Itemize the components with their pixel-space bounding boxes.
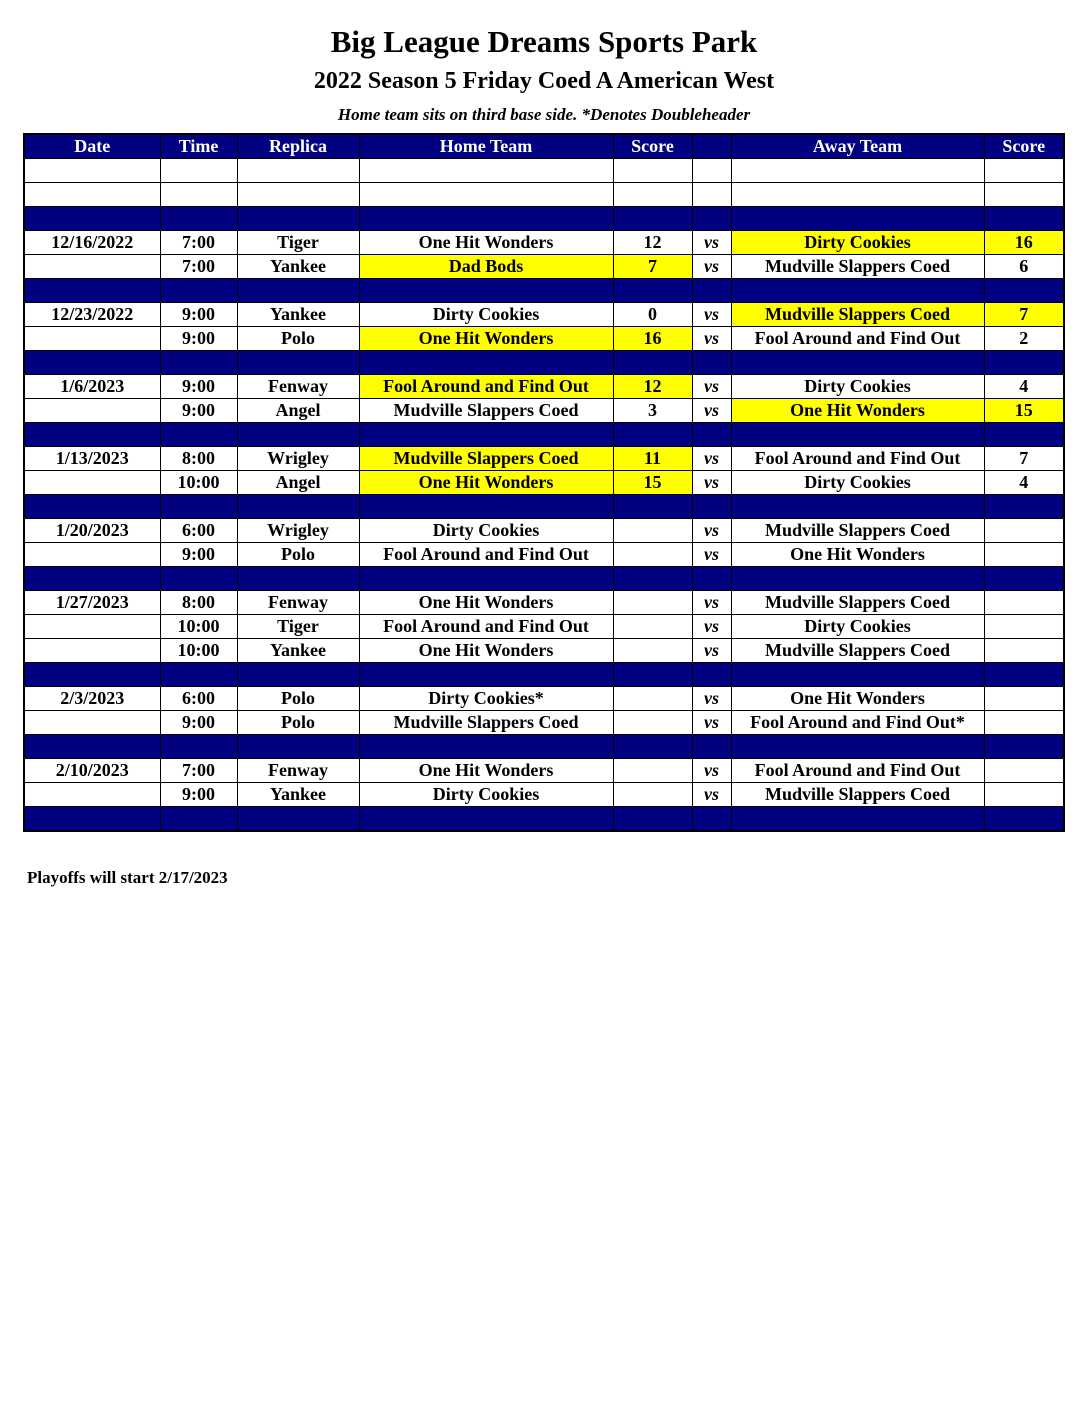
cell-replica: Tiger bbox=[237, 231, 359, 255]
cell-replica bbox=[237, 567, 359, 591]
cell-home-score bbox=[613, 543, 692, 567]
cell-time bbox=[160, 735, 237, 759]
week-separator-row bbox=[24, 663, 1064, 687]
cell-replica: Polo bbox=[237, 711, 359, 735]
game-row bbox=[24, 471, 1064, 495]
game-row bbox=[24, 519, 1064, 543]
cell-home-score bbox=[613, 591, 692, 615]
cell-home-team: Mudville Slappers Coed bbox=[359, 711, 613, 735]
game-row bbox=[24, 783, 1064, 807]
cell-date bbox=[24, 543, 160, 567]
cell-date bbox=[24, 495, 160, 519]
cell-away-score: 4 bbox=[984, 375, 1064, 399]
cell-time bbox=[160, 351, 237, 375]
cell-away-score bbox=[984, 159, 1064, 183]
cell-replica bbox=[237, 663, 359, 687]
cell-vs bbox=[692, 423, 731, 447]
cell-home-team: Fool Around and Find Out bbox=[359, 375, 613, 399]
cell-away-score bbox=[984, 183, 1064, 207]
col-header-date: Date bbox=[24, 134, 160, 159]
cell-replica: Fenway bbox=[237, 759, 359, 783]
cell-home-score bbox=[613, 567, 692, 591]
cell-time: 7:00 bbox=[160, 255, 237, 279]
cell-time bbox=[160, 207, 237, 231]
cell-time: 9:00 bbox=[160, 711, 237, 735]
cell-replica bbox=[237, 807, 359, 832]
cell-date bbox=[24, 711, 160, 735]
cell-away-score bbox=[984, 783, 1064, 807]
cell-home-team bbox=[359, 423, 613, 447]
cell-away-score bbox=[984, 711, 1064, 735]
cell-away-team bbox=[731, 663, 984, 687]
cell-replica: Yankee bbox=[237, 783, 359, 807]
cell-home-team bbox=[359, 207, 613, 231]
cell-replica bbox=[237, 423, 359, 447]
cell-home-team bbox=[359, 495, 613, 519]
cell-home-team: Dirty Cookies bbox=[359, 783, 613, 807]
cell-home-team: Mudville Slappers Coed bbox=[359, 399, 613, 423]
cell-date: 1/13/2023 bbox=[24, 447, 160, 471]
cell-away-team: Fool Around and Find Out* bbox=[731, 711, 984, 735]
cell-away-score: 7 bbox=[984, 447, 1064, 471]
cell-vs bbox=[692, 663, 731, 687]
cell-time: 9:00 bbox=[160, 327, 237, 351]
cell-home-score: 0 bbox=[613, 303, 692, 327]
cell-date bbox=[24, 567, 160, 591]
cell-date: 2/10/2023 bbox=[24, 759, 160, 783]
game-row bbox=[24, 639, 1064, 663]
cell-home-score bbox=[613, 519, 692, 543]
cell-away-team: Mudville Slappers Coed bbox=[731, 783, 984, 807]
week-separator-row bbox=[24, 495, 1064, 519]
cell-date bbox=[24, 615, 160, 639]
cell-home-score bbox=[613, 807, 692, 832]
cell-vs: vs bbox=[692, 471, 731, 495]
week-separator-row bbox=[24, 423, 1064, 447]
game-row bbox=[24, 687, 1064, 711]
cell-home-score: 3 bbox=[613, 399, 692, 423]
col-header-home-score: Score bbox=[613, 134, 692, 159]
cell-home-score bbox=[613, 207, 692, 231]
cell-home-score: 15 bbox=[613, 471, 692, 495]
cell-away-team bbox=[731, 807, 984, 832]
week-separator-row bbox=[24, 807, 1064, 832]
cell-replica: Yankee bbox=[237, 639, 359, 663]
cell-replica: Polo bbox=[237, 327, 359, 351]
cell-vs: vs bbox=[692, 327, 731, 351]
cell-time: 7:00 bbox=[160, 231, 237, 255]
cell-home-team bbox=[359, 183, 613, 207]
cell-home-score bbox=[613, 159, 692, 183]
cell-vs: vs bbox=[692, 687, 731, 711]
schedule-table bbox=[23, 133, 1065, 832]
cell-away-team: Dirty Cookies bbox=[731, 231, 984, 255]
cell-home-score bbox=[613, 279, 692, 303]
cell-away-team: Mudville Slappers Coed bbox=[731, 303, 984, 327]
cell-replica bbox=[237, 735, 359, 759]
cell-away-team bbox=[731, 351, 984, 375]
week-separator-row bbox=[24, 567, 1064, 591]
cell-away-score bbox=[984, 279, 1064, 303]
cell-away-score: 4 bbox=[984, 471, 1064, 495]
cell-home-team: One Hit Wonders bbox=[359, 759, 613, 783]
cell-date bbox=[24, 639, 160, 663]
blank-row bbox=[24, 159, 1064, 183]
cell-date bbox=[24, 663, 160, 687]
cell-away-score bbox=[984, 615, 1064, 639]
cell-away-score bbox=[984, 591, 1064, 615]
cell-replica bbox=[237, 351, 359, 375]
cell-time: 10:00 bbox=[160, 471, 237, 495]
cell-away-score: 7 bbox=[984, 303, 1064, 327]
cell-replica: Tiger bbox=[237, 615, 359, 639]
cell-home-score bbox=[613, 735, 692, 759]
schedule-body bbox=[24, 159, 1064, 832]
col-header-away-team: Away Team bbox=[731, 134, 984, 159]
cell-home-team: One Hit Wonders bbox=[359, 471, 613, 495]
col-header-home-team: Home Team bbox=[359, 134, 613, 159]
game-row bbox=[24, 255, 1064, 279]
cell-vs bbox=[692, 207, 731, 231]
cell-away-score bbox=[984, 495, 1064, 519]
game-row bbox=[24, 303, 1064, 327]
cell-home-score: 12 bbox=[613, 375, 692, 399]
cell-home-score: 16 bbox=[613, 327, 692, 351]
cell-vs bbox=[692, 807, 731, 832]
cell-vs: vs bbox=[692, 303, 731, 327]
col-header-time: Time bbox=[160, 134, 237, 159]
cell-date bbox=[24, 783, 160, 807]
cell-away-team: Mudville Slappers Coed bbox=[731, 639, 984, 663]
cell-home-team: Fool Around and Find Out bbox=[359, 543, 613, 567]
cell-vs: vs bbox=[692, 543, 731, 567]
cell-time: 9:00 bbox=[160, 303, 237, 327]
playoffs-note: Playoffs will start 2/17/2023 bbox=[27, 868, 228, 887]
week-separator-row bbox=[24, 207, 1064, 231]
cell-replica: Polo bbox=[237, 543, 359, 567]
page-subtitle: 2022 Season 5 Friday Coed A American West bbox=[313, 68, 775, 94]
cell-away-team: Dirty Cookies bbox=[731, 471, 984, 495]
cell-away-team: Fool Around and Find Out bbox=[731, 759, 984, 783]
cell-date bbox=[24, 207, 160, 231]
cell-home-score bbox=[613, 687, 692, 711]
cell-replica: Polo bbox=[237, 687, 359, 711]
cell-vs bbox=[692, 735, 731, 759]
game-row bbox=[24, 375, 1064, 399]
cell-replica bbox=[237, 279, 359, 303]
col-header-vs bbox=[692, 134, 731, 159]
cell-away-score bbox=[984, 543, 1064, 567]
cell-home-team bbox=[359, 279, 613, 303]
cell-date: 1/6/2023 bbox=[24, 375, 160, 399]
cell-home-team: Fool Around and Find Out bbox=[359, 615, 613, 639]
cell-away-team bbox=[731, 279, 984, 303]
col-header-replica: Replica bbox=[237, 134, 359, 159]
cell-vs: vs bbox=[692, 399, 731, 423]
cell-home-score bbox=[613, 495, 692, 519]
cell-vs: vs bbox=[692, 447, 731, 471]
cell-date bbox=[24, 807, 160, 832]
page-note: Home team sits on third base side. *Denotes Doubleheader bbox=[337, 105, 751, 124]
cell-replica: Yankee bbox=[237, 303, 359, 327]
cell-away-team bbox=[731, 567, 984, 591]
cell-away-team bbox=[731, 207, 984, 231]
cell-away-score bbox=[984, 567, 1064, 591]
cell-away-score bbox=[984, 351, 1064, 375]
cell-replica: Wrigley bbox=[237, 447, 359, 471]
cell-vs bbox=[692, 159, 731, 183]
cell-home-score bbox=[613, 423, 692, 447]
cell-home-score bbox=[613, 183, 692, 207]
cell-replica bbox=[237, 159, 359, 183]
cell-home-team bbox=[359, 807, 613, 832]
cell-home-score bbox=[613, 759, 692, 783]
cell-away-team bbox=[731, 159, 984, 183]
cell-home-team bbox=[359, 351, 613, 375]
game-row bbox=[24, 447, 1064, 471]
cell-away-team: Fool Around and Find Out bbox=[731, 327, 984, 351]
cell-vs: vs bbox=[692, 639, 731, 663]
cell-home-score bbox=[613, 615, 692, 639]
cell-away-score bbox=[984, 735, 1064, 759]
cell-away-score: 6 bbox=[984, 255, 1064, 279]
game-row bbox=[24, 759, 1064, 783]
cell-time: 9:00 bbox=[160, 543, 237, 567]
cell-home-team: Mudville Slappers Coed bbox=[359, 447, 613, 471]
cell-home-score bbox=[613, 639, 692, 663]
cell-vs: vs bbox=[692, 231, 731, 255]
cell-date: 1/27/2023 bbox=[24, 591, 160, 615]
cell-away-score: 16 bbox=[984, 231, 1064, 255]
cell-away-score bbox=[984, 807, 1064, 832]
cell-date bbox=[24, 735, 160, 759]
header-row bbox=[24, 134, 1064, 159]
cell-time bbox=[160, 279, 237, 303]
game-row bbox=[24, 399, 1064, 423]
cell-home-score: 11 bbox=[613, 447, 692, 471]
cell-away-team: Fool Around and Find Out bbox=[731, 447, 984, 471]
cell-home-team bbox=[359, 663, 613, 687]
cell-replica: Angel bbox=[237, 399, 359, 423]
cell-away-team: Dirty Cookies bbox=[731, 615, 984, 639]
cell-time bbox=[160, 807, 237, 832]
cell-time: 6:00 bbox=[160, 519, 237, 543]
cell-home-score: 12 bbox=[613, 231, 692, 255]
week-separator-row bbox=[24, 735, 1064, 759]
blank-row bbox=[24, 183, 1064, 207]
week-separator-row bbox=[24, 351, 1064, 375]
cell-date: 2/3/2023 bbox=[24, 687, 160, 711]
cell-away-team bbox=[731, 495, 984, 519]
cell-vs: vs bbox=[692, 711, 731, 735]
cell-date bbox=[24, 183, 160, 207]
cell-away-score bbox=[984, 423, 1064, 447]
cell-vs: vs bbox=[692, 519, 731, 543]
cell-away-score bbox=[984, 207, 1064, 231]
cell-vs: vs bbox=[692, 759, 731, 783]
game-row bbox=[24, 543, 1064, 567]
cell-away-score bbox=[984, 759, 1064, 783]
cell-time: 9:00 bbox=[160, 783, 237, 807]
cell-time bbox=[160, 663, 237, 687]
game-row bbox=[24, 615, 1064, 639]
cell-away-team: One Hit Wonders bbox=[731, 687, 984, 711]
cell-home-team: One Hit Wonders bbox=[359, 591, 613, 615]
cell-time bbox=[160, 183, 237, 207]
cell-replica: Fenway bbox=[237, 375, 359, 399]
cell-time bbox=[160, 423, 237, 447]
cell-date bbox=[24, 399, 160, 423]
cell-away-team bbox=[731, 423, 984, 447]
game-row bbox=[24, 711, 1064, 735]
cell-vs bbox=[692, 183, 731, 207]
cell-home-team: Dirty Cookies bbox=[359, 303, 613, 327]
cell-away-score: 15 bbox=[984, 399, 1064, 423]
cell-vs: vs bbox=[692, 255, 731, 279]
cell-vs bbox=[692, 351, 731, 375]
cell-away-score bbox=[984, 663, 1064, 687]
cell-home-team: Dirty Cookies bbox=[359, 519, 613, 543]
cell-date bbox=[24, 423, 160, 447]
cell-away-team bbox=[731, 183, 984, 207]
cell-replica bbox=[237, 207, 359, 231]
cell-away-score bbox=[984, 639, 1064, 663]
cell-vs: vs bbox=[692, 615, 731, 639]
cell-home-team: Dad Bods bbox=[359, 255, 613, 279]
col-header-away-score: Score bbox=[984, 134, 1064, 159]
cell-away-team: Mudville Slappers Coed bbox=[731, 591, 984, 615]
cell-date bbox=[24, 159, 160, 183]
week-separator-row bbox=[24, 279, 1064, 303]
cell-date bbox=[24, 327, 160, 351]
cell-away-score bbox=[984, 687, 1064, 711]
cell-time: 7:00 bbox=[160, 759, 237, 783]
cell-vs bbox=[692, 495, 731, 519]
cell-date bbox=[24, 351, 160, 375]
cell-vs: vs bbox=[692, 591, 731, 615]
cell-home-team: Dirty Cookies* bbox=[359, 687, 613, 711]
cell-away-team: Dirty Cookies bbox=[731, 375, 984, 399]
cell-home-team: One Hit Wonders bbox=[359, 327, 613, 351]
cell-vs: vs bbox=[692, 783, 731, 807]
cell-date bbox=[24, 471, 160, 495]
cell-away-score bbox=[984, 519, 1064, 543]
game-row bbox=[24, 327, 1064, 351]
cell-away-team: One Hit Wonders bbox=[731, 399, 984, 423]
cell-time: 8:00 bbox=[160, 447, 237, 471]
cell-replica: Yankee bbox=[237, 255, 359, 279]
cell-time: 9:00 bbox=[160, 399, 237, 423]
cell-date: 1/20/2023 bbox=[24, 519, 160, 543]
cell-home-team bbox=[359, 735, 613, 759]
cell-time bbox=[160, 495, 237, 519]
cell-date bbox=[24, 279, 160, 303]
cell-away-team: One Hit Wonders bbox=[731, 543, 984, 567]
cell-home-team bbox=[359, 567, 613, 591]
cell-date: 12/16/2022 bbox=[24, 231, 160, 255]
cell-replica bbox=[237, 183, 359, 207]
cell-away-score: 2 bbox=[984, 327, 1064, 351]
cell-home-team bbox=[359, 159, 613, 183]
page-title: Big League Dreams Sports Park bbox=[330, 24, 758, 59]
cell-date: 12/23/2022 bbox=[24, 303, 160, 327]
cell-home-team: One Hit Wonders bbox=[359, 231, 613, 255]
cell-away-team: Mudville Slappers Coed bbox=[731, 255, 984, 279]
cell-time bbox=[160, 567, 237, 591]
cell-replica bbox=[237, 495, 359, 519]
cell-replica: Angel bbox=[237, 471, 359, 495]
cell-vs bbox=[692, 279, 731, 303]
cell-time: 9:00 bbox=[160, 375, 237, 399]
cell-away-team bbox=[731, 735, 984, 759]
cell-home-team: One Hit Wonders bbox=[359, 639, 613, 663]
game-row bbox=[24, 591, 1064, 615]
cell-replica: Fenway bbox=[237, 591, 359, 615]
cell-date bbox=[24, 255, 160, 279]
cell-vs bbox=[692, 567, 731, 591]
cell-home-score bbox=[613, 351, 692, 375]
game-row bbox=[24, 231, 1064, 255]
cell-away-team: Mudville Slappers Coed bbox=[731, 519, 984, 543]
cell-home-score: 7 bbox=[613, 255, 692, 279]
cell-time: 6:00 bbox=[160, 687, 237, 711]
cell-time: 10:00 bbox=[160, 639, 237, 663]
cell-time: 10:00 bbox=[160, 615, 237, 639]
cell-replica: Wrigley bbox=[237, 519, 359, 543]
cell-time: 8:00 bbox=[160, 591, 237, 615]
cell-vs: vs bbox=[692, 375, 731, 399]
cell-home-score bbox=[613, 711, 692, 735]
cell-home-score bbox=[613, 663, 692, 687]
cell-home-score bbox=[613, 783, 692, 807]
cell-time bbox=[160, 159, 237, 183]
